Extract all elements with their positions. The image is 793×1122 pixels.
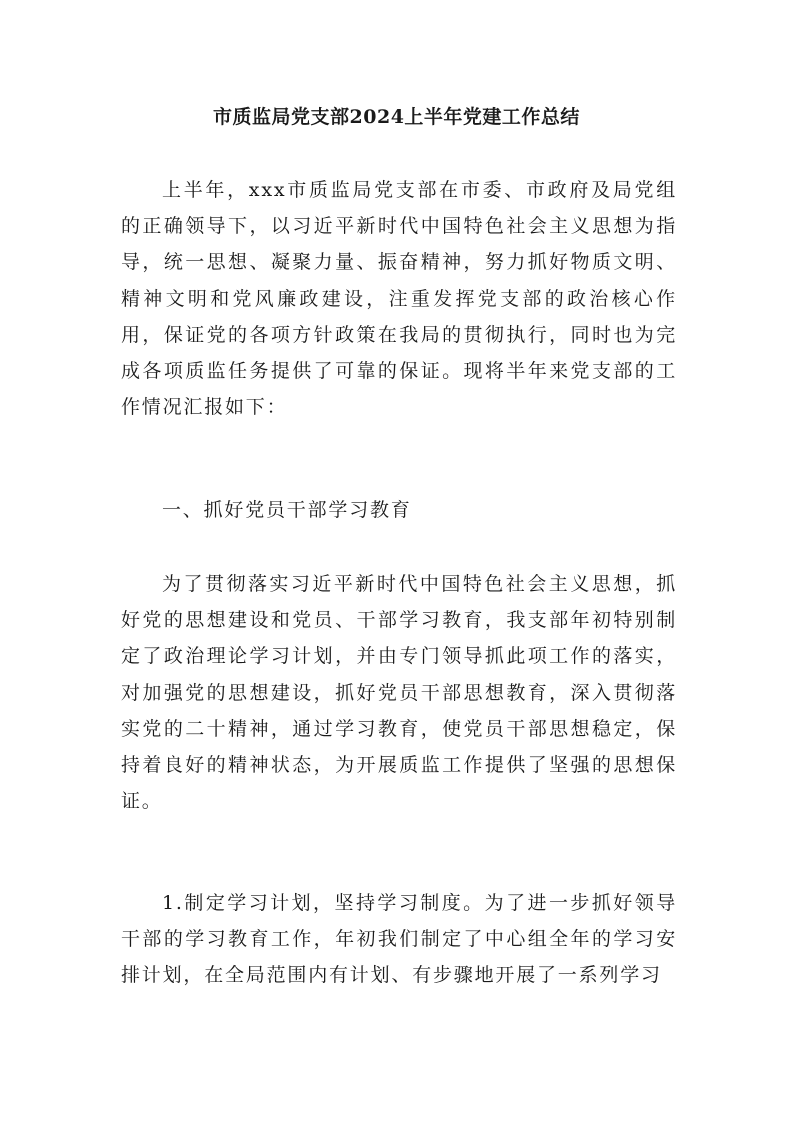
section-paragraph: 为了贯彻落实习近平新时代中国特色社会主义思想，抓好党的思想建设和党员、干部学习教育，我支部年初特别制定了政治理论学习计划，并由专门领导抓此项工作的落实，对加强党的思想建设，抓好党员干部思想教育，深入贯彻落实党的二十精神，通过学习教育，使党员干部思想稳定，保持着良好的精神状态，为开展质监工作提供了坚强的思想保证。 [121,573,677,813]
document-title: 市质监局党支部2024上半年党建工作总结 [213,106,580,128]
subsection-paragraph: 1.制定学习计划，坚持学习制度。为了进一步抓好领导干部的学习教育工作，年初我们制定了中心组全年的学习安排计划，在全局范围内有计划、有步骤地开展了一系列学习 [121,892,677,987]
intro-paragraph: 上半年，xxx市质监局党支部在市委、市政府及局党组的正确领导下，以习近平新时代中国特色社会主义思想为指导，统一思想、凝聚力量、振奋精神，努力抓好物质文明、精神文明和党风廉政建设，注重发挥党支部的政治核心作用，保证党的各项方针政策在我局的贯彻执行，同时也为完成各项质监任务提供了可靠的保证。现将半年来党支部的工作情况汇报如下： [121,179,677,419]
section-heading: 一、抓好党员干部学习教育 [162,499,412,521]
